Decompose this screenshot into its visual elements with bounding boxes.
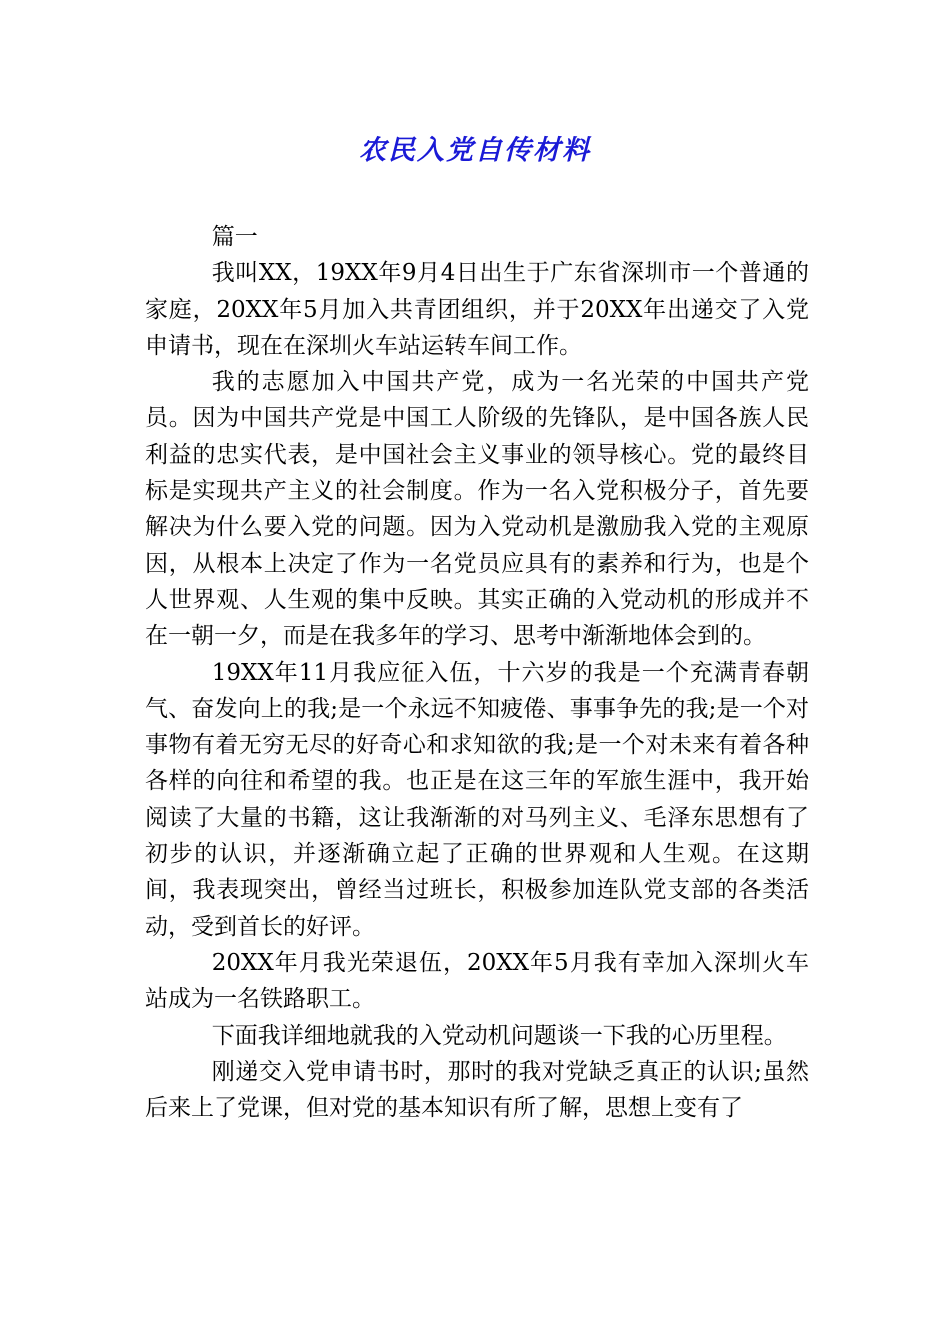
paragraph-heading: 篇一 [211,224,258,250]
paragraph: 刚递交入党申请书时，那时的我对党缺乏真正的认识;虽然后来上了党课，但对党的基本知识有所了解，思想上变有了 [145,1058,809,1122]
paragraph: 19XX年11月我应征入伍，十六岁的我是一个充满青春朝气、奋发向上的我;是一个永远不知疲倦、事事争先的我;是一个对事物有着无穷无尽的好奇心和求知欲的我;是一个对未来有着各种各样的向往和希望的我。也正是在这三年的军旅生涯中，我开始阅读了大量的书籍，这让我渐渐的对马列主义、毛泽东思想有了初步的认识，并逐渐确立起了正确的世界观和人生观。在这期间，我表现突出，曾经当过班长，积极参加连队党支部的各类活动，受到首长的好评。 [145,659,809,940]
document-title: 农民入党自传材料 [359,135,591,166]
paragraph: 我叫XX，19XX年9月4日出生于广东省深圳市一个普通的家庭，20XX年5月加入共青团组织，并于20XX年出递交了入党申请书，现在在深圳火车站运转车间工作。 [145,260,809,359]
paragraph: 20XX年月我光荣退伍，20XX年5月我有幸加入深圳火车站成为一名铁路职工。 [145,949,809,1013]
paragraph: 我的志愿加入中国共产党，成为一名光荣的中国共产党员。因为中国共产党是中国工人阶级的先锋队，是中国各族人民利益的忠实代表，是中国社会主义事业的领导核心。党的最终目标是实现共产主义的社会制度。作为一名入党积极分子，首先要解决为什么要入党的问题。因为入党动机是激励我入党的主观原因，从根本上决定了作为一名党员应具有的素养和行为，也是个人世界观、人生观的集中反映。其实正确的入党动机的形成并不在一朝一夕，而是在我多年的学习、思考中渐渐地体会到的。 [145,369,809,650]
paragraph: 下面我详细地就我的入党动机问题谈一下我的心历里程。 [211,1022,787,1049]
document-body [145,219,809,1126]
